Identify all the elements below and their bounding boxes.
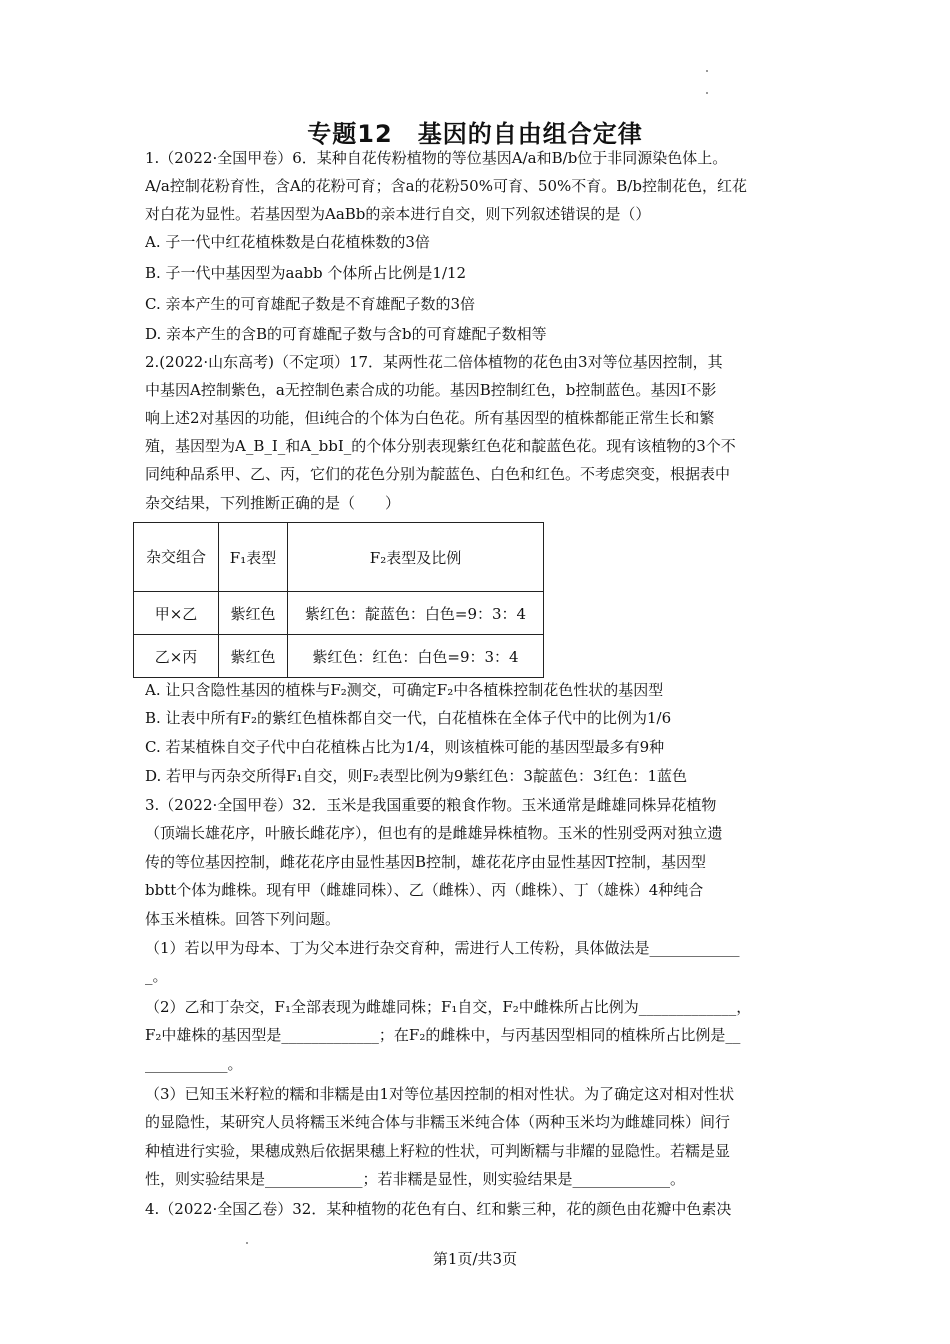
table-cell: 紫红色 <box>219 592 288 635</box>
text-line: 杂交结果，下列推断正确的是（ ） <box>145 494 401 512</box>
option-line: D. 亲本产生的含B的可育雄配子数与含b的可育雄配子数相等 <box>145 325 547 343</box>
page-title: 专题12 基因的自由组合定律 <box>307 120 643 148</box>
option-line: C. 亲本产生的可育雄配子数是不育雄配子数的3倍 <box>145 295 476 313</box>
text-line: （顶端长雄花序，叶腋长雌花序），但也有的是雌雄异株植物。玉米的性别受两对独立遗 <box>145 824 723 842</box>
table-row <box>134 592 544 635</box>
text-line: 的显隐性，某研究人员将糯玉米纯合体与非糯玉米纯合体（两种玉米均为雌雄同株）间行 <box>145 1113 731 1131</box>
table-header-cell: F₁表型 <box>219 523 288 592</box>
text-line: 响上述2对基因的功能，但i纯合的个体为白色花。所有基因型的植株都能正常生长和繁 <box>145 409 715 427</box>
text-line: ___________。 <box>145 1055 243 1073</box>
option-line: B. 让表中所有F₂的紫红色植株都自交一代，白花植株在全体子代中的比例为1/6 <box>145 709 672 727</box>
text-line: 同纯种品系甲、乙、丙，它们的花色分别为靛蓝色、白色和红色。不考虑突变，根据表中 <box>145 465 731 483</box>
text-line: 传的等位基因控制，雌花花序由显性基因B控制，雄花花序由显性基因T控制，基因型 <box>145 853 707 871</box>
table-cell: 乙×丙 <box>134 635 219 678</box>
scan-mark <box>706 92 708 94</box>
text-line: （1）若以甲为母本、丁为父本进行杂交育种，需进行人工传粉，具体做法是____________ <box>145 939 740 957</box>
table-row <box>134 635 544 678</box>
table-header-row <box>134 523 544 592</box>
scan-mark <box>706 70 708 72</box>
text-line: 殖，基因型为A_B_I_和A_bbI_的个体分别表现紫红色花和靛蓝色花。现有该植物的3个不 <box>145 437 736 455</box>
table-cell: 紫红色：红色：白色=9：3：4 <box>288 635 544 678</box>
text-line: 中基因A控制紫色，a无控制色素合成的功能。基因B控制红色，b控制蓝色。基因I不影 <box>145 381 717 399</box>
text-line: A/a控制花粉育性，含A的花粉可育；含a的花粉50%可育、50%不育。B/b控制花色，红花 <box>145 177 747 195</box>
table-cell: 紫红色：靛蓝色：白色=9：3：4 <box>288 592 544 635</box>
text-line: _。 <box>145 967 168 985</box>
table-header-cell: F₂表型及比例 <box>288 523 544 592</box>
text-line: （2）乙和丁杂交，F₁全部表现为雌雄同株；F₁自交，F₂中雌株所占比例为_____________， <box>145 998 752 1016</box>
option-line: A. 让只含隐性基因的植株与F₂测交，可确定F₂中各植株控制花色性状的基因型 <box>145 681 664 699</box>
option-line: B. 子一代中基因型为aabb 个体所占比例是1/12 <box>145 264 467 282</box>
text-line: 4.（2022·全国乙卷）32．某种植物的花色有白、红和紫三种，花的颜色由花瓣中色素决 <box>145 1200 732 1218</box>
table-header-cell: 杂交组合 <box>134 523 219 592</box>
table-cell: 紫红色 <box>219 635 288 678</box>
text-line: bbtt个体为雌株。现有甲（雌雄同株）、乙（雌株）、丙（雌株）、丁（雄株）4种纯合 <box>145 881 704 899</box>
cross-result-table <box>133 522 544 678</box>
table-cell: 甲×乙 <box>134 592 219 635</box>
option-line: C. 若某植株自交子代中白花植株占比为1/4，则该植株可能的基因型最多有9种 <box>145 738 665 756</box>
text-line: 3.（2022·全国甲卷）32．玉米是我国重要的粮食作物。玉米通常是雌雄同株异花植物 <box>145 796 717 814</box>
option-line: D. 若甲与丙杂交所得F₁自交，则F₂表型比例为9紫红色：3靛蓝色：3红色：1蓝色 <box>145 767 688 785</box>
scan-mark <box>246 1242 248 1244</box>
text-line: 对白花为显性。若基因型为AaBb的亲本进行自交，则下列叙述错误的是（） <box>145 205 651 223</box>
text-line: 2.(2022·山东高考)（不定项）17．某两性花二倍体植物的花色由3对等位基因控制，其 <box>145 353 723 371</box>
text-line: 1.（2022·全国甲卷）6．某种自花传粉植物的等位基因A/a和B/b位于非同源染色体上。 <box>145 149 728 167</box>
text-line: （3）已知玉米籽粒的糯和非糯是由1对等位基因控制的相对性状。为了确定这对相对性状 <box>145 1085 735 1103</box>
page-number: 第1页/共3页 <box>432 1250 518 1268</box>
text-line: 种植进行实验，果穗成熟后依据果穗上籽粒的性状，可判断糯与非耀的显隐性。若糯是显 <box>145 1142 731 1160</box>
option-line: A. 子一代中红花植株数是白花植株数的3倍 <box>145 233 430 251</box>
text-line: 体玉米植株。回答下列问题。 <box>145 910 341 928</box>
text-line: 性，则实验结果是_____________；若非糯是显性，则实验结果是_____________。 <box>145 1170 686 1188</box>
text-line: F₂中雄株的基因型是_____________；在F₂的雌株中，与丙基因型相同的植株所占比例是__ <box>145 1026 741 1044</box>
